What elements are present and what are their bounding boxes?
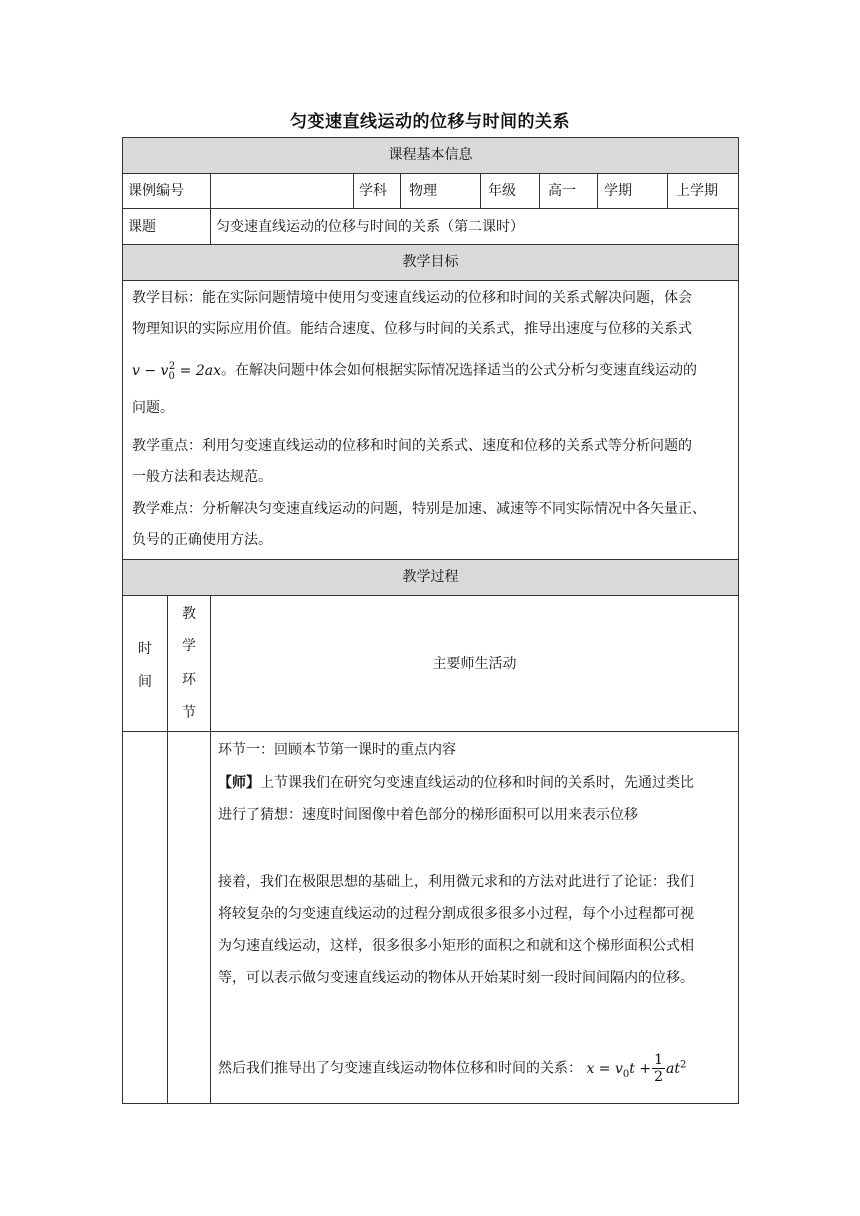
paragraph-2-line-2: 将较复杂的匀变速直线运动的过程分割成很多很多小过程，每个小过程都可视 — [218, 906, 694, 922]
difficulty-line-1: 教学难点：分析解决匀变速直线运动的问题，特别是加速、减速等不同实际情况中各矢量正、 — [132, 501, 706, 517]
grade-value: 高一 — [548, 183, 576, 199]
subject-value: 物理 — [409, 183, 437, 199]
objectives-header: 教学目标 — [402, 254, 459, 270]
key-point-line-1: 教学重点：利用匀变速直线运动的位移和时间的关系式、速度和位移的关系式等分析问题的 — [132, 438, 692, 454]
col-time-char-1: 时 — [138, 641, 152, 657]
grade-label: 年级 — [488, 183, 516, 199]
term-label: 学期 — [604, 183, 632, 199]
stage-1-title: 环节一：回顾本节第一课时的重点内容 — [218, 742, 456, 758]
term-value: 上学期 — [676, 183, 718, 199]
teacher-line-2: 进行了猜想：速度时间图像中着色部分的梯形面积可以用来表示位移 — [218, 807, 638, 823]
basic-info-header: 课程基本信息 — [388, 147, 473, 163]
displacement-time-formula: $x = v_0t$ + $\frac{1}{2}$ $at^2$ — [586, 1052, 687, 1086]
case-id-label: 课例编号 — [128, 183, 184, 199]
speed-displacement-formula: $v - v_0^2 = 2ax$ — [132, 361, 221, 382]
goal-line-2: 物理知识的实际应用价值。能结合速度、位移与时间的关系式，推导出速度与位移的关系式 — [132, 321, 692, 337]
paragraph-2-line-1: 接着，我们在极限思想的基础上，利用微元求和的方法对此进行了论证：我们 — [218, 874, 694, 890]
col-stage-char-2: 学 — [182, 638, 196, 654]
lesson-plan-table — [122, 137, 739, 1104]
process-header: 教学过程 — [402, 569, 459, 585]
col-time-char-2: 间 — [138, 674, 152, 690]
topic-label: 课题 — [128, 219, 156, 235]
paragraph-3: 然后我们推导出了匀变速直线运动物体位移和时间的关系： $x = v_0t$ + $\frac{1}{2}$ $at^2$ — [218, 1052, 687, 1086]
col-stage-char-4: 节 — [182, 705, 196, 721]
paragraph-2-line-4: 等，可以表示做匀变速直线运动的物体从开始某时刻一段时间间隔内的位移。 — [218, 970, 694, 986]
teacher-line-1: 【师】上节课我们在研究匀变速直线运动的位移和时间的关系时，先通过类比 — [218, 775, 694, 791]
col-activity-header: 主要师生活动 — [432, 656, 517, 672]
key-point-line-2: 一般方法和表达规范。 — [132, 469, 272, 485]
page-title: 匀变速直线运动的位移与时间的关系 — [290, 112, 570, 132]
goal-line-4: 问题。 — [132, 400, 174, 416]
goal-line-3: $v - v_0^2 = 2ax$。在解决问题中体会如何根据实际情况选择适当的公式分析匀变速直线运动的 — [132, 361, 697, 382]
topic-value: 匀变速直线运动的位移与时间的关系（第二课时） — [216, 219, 524, 235]
col-stage-char-3: 环 — [182, 672, 196, 688]
subject-label: 学科 — [359, 183, 387, 199]
difficulty-line-2: 负号的正确使用方法。 — [132, 532, 272, 548]
col-stage-char-1: 教 — [182, 606, 196, 622]
goal-line-1: 教学目标：能在实际问题情境中使用匀变速直线运动的位移和时间的关系式解决问题，体会 — [132, 290, 692, 306]
teacher-tag: 【师】 — [218, 775, 260, 791]
paragraph-2-line-3: 为匀速直线运动，这样，很多很多小矩形的面积之和就和这个梯形面积公式相 — [218, 938, 694, 954]
